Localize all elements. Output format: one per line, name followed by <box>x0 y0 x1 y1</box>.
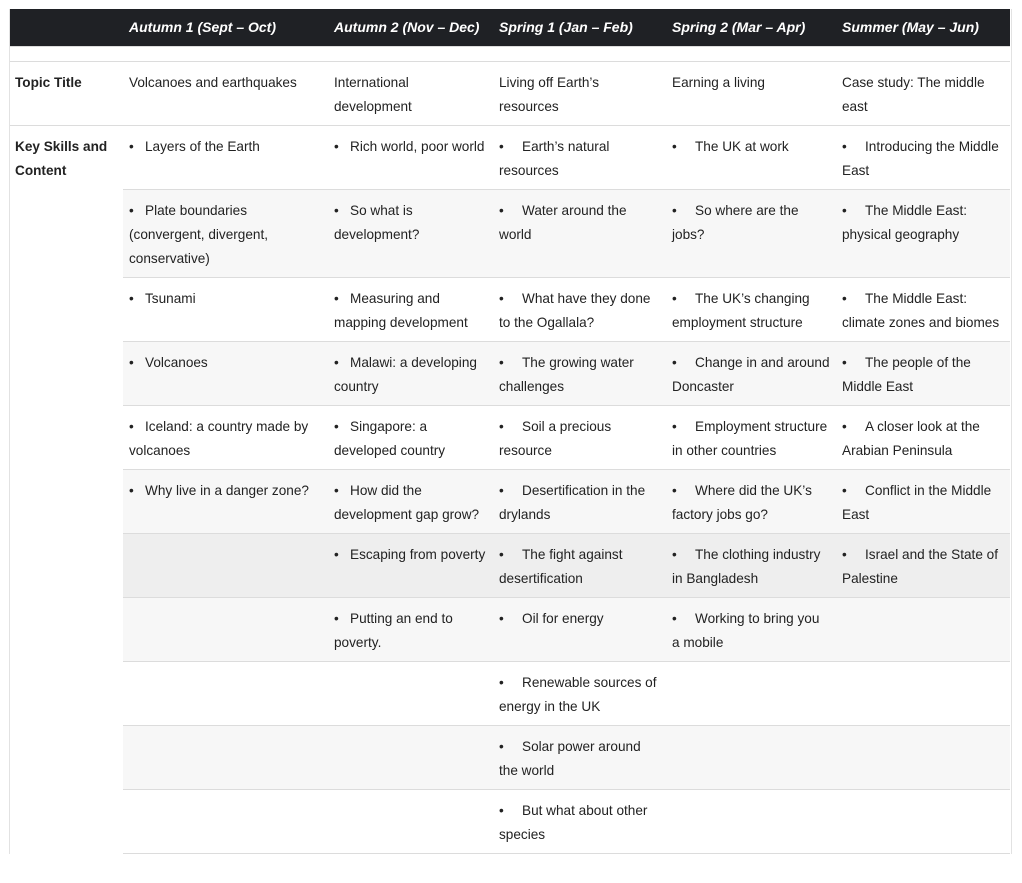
key-skill-cell-spring-2 <box>666 725 836 789</box>
key-skill-text: Soil a precious resource <box>499 418 612 458</box>
key-skills-row <box>9 661 1010 725</box>
key-skills-row <box>9 341 1010 405</box>
key-skill-text: What have they done to the Ogallala? <box>499 290 651 330</box>
bullet-icon: • <box>334 202 339 218</box>
key-skills-row <box>9 405 1010 469</box>
key-skill-cell-spring-1 <box>493 277 666 341</box>
key-skill-text: Solar power around the world <box>499 738 641 778</box>
curriculum-table-wrapper <box>9 9 1011 854</box>
bullet-icon: • <box>672 546 677 562</box>
bullet-icon: • <box>842 290 847 306</box>
curriculum-table <box>9 9 1010 854</box>
topic-spring-2: Earning a living <box>666 61 836 125</box>
bullet-icon: • <box>499 610 504 626</box>
topic-title-row <box>9 61 1010 125</box>
key-skill-text: So what is development? <box>334 202 420 242</box>
key-skill-cell-autumn-2 <box>328 189 493 277</box>
bullet-icon: • <box>842 418 847 434</box>
bullet-icon: • <box>672 482 677 498</box>
key-skill-cell-autumn-2 <box>328 469 493 533</box>
bullet-icon: • <box>499 546 504 562</box>
key-skill-text: Earth’s natural resources <box>499 138 610 178</box>
bullet-icon: • <box>499 354 504 370</box>
key-skill-cell-spring-2 <box>666 341 836 405</box>
topic-autumn-2: International development <box>328 61 493 125</box>
bullet-icon: • <box>672 202 677 218</box>
key-skill-cell-autumn-2 <box>328 597 493 661</box>
key-skill-cell-summer <box>836 405 1010 469</box>
key-skill-text: Renewable sources of energy in the UK <box>499 674 657 714</box>
key-skill-cell-autumn-1 <box>123 789 328 853</box>
key-skill-text: The people of the Middle East <box>842 354 971 394</box>
key-skill-cell-spring-2 <box>666 469 836 533</box>
key-skill-cell-summer <box>836 789 1010 853</box>
key-skill-text: Introducing the Middle East <box>842 138 999 178</box>
bullet-icon: • <box>129 202 134 218</box>
table-header <box>9 9 1010 46</box>
bullet-icon: • <box>842 354 847 370</box>
key-skill-text: Israel and the State of Palestine <box>842 546 999 586</box>
key-skill-text: Why live in a danger zone? <box>145 482 309 498</box>
key-skill-cell-autumn-2 <box>328 533 493 597</box>
key-skill-cell-autumn-1 <box>123 533 328 597</box>
bullet-icon: • <box>334 354 339 370</box>
bullet-icon: • <box>672 354 677 370</box>
key-skill-cell-autumn-2 <box>328 725 493 789</box>
key-skill-text: Malawi: a developing country <box>334 354 477 394</box>
key-skill-text: Plate boundaries (convergent, divergent, conservative) <box>129 202 269 266</box>
bullet-icon: • <box>842 202 847 218</box>
key-skill-cell-spring-2 <box>666 661 836 725</box>
key-skill-text: Where did the UK’s factory jobs go? <box>672 482 812 522</box>
key-skill-text: Oil for energy <box>522 610 604 626</box>
bullet-icon: • <box>672 290 677 306</box>
key-skill-cell-spring-1 <box>493 725 666 789</box>
spacer-row <box>9 46 1010 61</box>
key-skill-cell-spring-1 <box>493 341 666 405</box>
header-summer: Summer (May – Jun) <box>842 19 979 36</box>
key-skill-text: The Middle East: physical geography <box>842 202 967 242</box>
bullet-icon: • <box>334 418 339 434</box>
header-autumn-1: Autumn 1 (Sept – Oct) <box>129 19 277 36</box>
key-skills-row <box>9 789 1010 853</box>
bullet-icon: • <box>499 482 504 498</box>
key-skill-cell-spring-1 <box>493 533 666 597</box>
key-skill-cell-spring-1 <box>493 125 666 189</box>
header-corner <box>9 9 123 46</box>
bullet-icon: • <box>672 138 677 154</box>
table-body <box>9 46 1010 853</box>
key-skill-text: Employment structure in other countries <box>672 418 828 458</box>
key-skill-cell-spring-2 <box>666 277 836 341</box>
key-skill-cell-summer <box>836 341 1010 405</box>
key-skill-cell-summer <box>836 469 1010 533</box>
bullet-icon: • <box>129 354 134 370</box>
key-skill-cell-autumn-2 <box>328 661 493 725</box>
bullet-icon: • <box>499 674 504 690</box>
key-skill-cell-summer <box>836 597 1010 661</box>
key-skill-cell-summer <box>836 189 1010 277</box>
key-skill-cell-summer <box>836 277 1010 341</box>
bullet-icon: • <box>842 138 847 154</box>
key-skill-cell-spring-2 <box>666 405 836 469</box>
bullet-icon: • <box>129 482 134 498</box>
bullet-icon: • <box>499 418 504 434</box>
key-skill-cell-autumn-1 <box>123 469 328 533</box>
key-skill-cell-autumn-1 <box>123 725 328 789</box>
key-skill-cell-spring-2 <box>666 789 836 853</box>
bullet-icon: • <box>499 202 504 218</box>
key-skills-row <box>9 597 1010 661</box>
key-skill-text: Measuring and mapping development <box>334 290 468 330</box>
key-skill-cell-spring-1 <box>493 469 666 533</box>
key-skill-cell-summer <box>836 533 1010 597</box>
key-skill-cell-spring-1 <box>493 661 666 725</box>
bullet-icon: • <box>334 482 339 498</box>
topic-title-label: Topic Title <box>9 61 123 125</box>
key-skill-cell-spring-1 <box>493 189 666 277</box>
key-skill-text: Iceland: a country made by volcanoes <box>129 418 309 458</box>
key-skill-text: Working to bring you a mobile <box>672 610 820 650</box>
key-skill-cell-autumn-2 <box>328 125 493 189</box>
key-skills-row <box>9 277 1010 341</box>
key-skill-text: Volcanoes <box>145 354 208 370</box>
bullet-icon: • <box>499 290 504 306</box>
key-skill-text: The growing water challenges <box>499 354 634 394</box>
key-skill-cell-spring-2 <box>666 189 836 277</box>
key-skill-text: How did the development gap grow? <box>334 482 480 522</box>
key-skill-cell-spring-2 <box>666 125 836 189</box>
key-skill-cell-summer <box>836 125 1010 189</box>
key-skill-text: Singapore: a developed country <box>334 418 446 458</box>
key-skill-cell-autumn-1 <box>123 661 328 725</box>
key-skills-row <box>9 189 1010 277</box>
bullet-icon: • <box>842 482 847 498</box>
key-skill-text: The clothing industry in Bangladesh <box>672 546 821 586</box>
bullet-icon: • <box>334 290 339 306</box>
bullet-icon: • <box>129 290 134 306</box>
bullet-icon: • <box>499 138 504 154</box>
key-skill-text: Rich world, poor world <box>350 138 485 154</box>
header-row <box>9 9 1010 46</box>
key-skills-row <box>9 533 1010 597</box>
key-skill-cell-spring-1 <box>493 405 666 469</box>
key-skill-cell-summer <box>836 725 1010 789</box>
bullet-icon: • <box>334 546 339 562</box>
key-skill-text: The fight against desertification <box>499 546 623 586</box>
key-skill-text: Escaping from poverty <box>350 546 486 562</box>
header-spring-2: Spring 2 (Mar – Apr) <box>672 19 806 36</box>
key-skill-cell-autumn-2 <box>328 341 493 405</box>
key-skills-row <box>9 125 1010 189</box>
key-skill-cell-autumn-1 <box>123 341 328 405</box>
key-skill-cell-autumn-2 <box>328 277 493 341</box>
bullet-icon: • <box>129 138 134 154</box>
bullet-icon: • <box>499 738 504 754</box>
key-skill-cell-spring-1 <box>493 789 666 853</box>
key-skill-cell-autumn-1 <box>123 277 328 341</box>
key-skill-cell-autumn-2 <box>328 405 493 469</box>
key-skill-cell-spring-2 <box>666 533 836 597</box>
key-skill-text: Desertification in the drylands <box>499 482 646 522</box>
key-skill-cell-autumn-1 <box>123 597 328 661</box>
key-skill-cell-spring-1 <box>493 597 666 661</box>
topic-summer: Case study: The middle east <box>836 61 1010 125</box>
header-autumn-2: Autumn 2 (Nov – Dec) <box>334 19 480 36</box>
bullet-icon: • <box>842 546 847 562</box>
key-skill-text: But what about other species <box>499 802 648 842</box>
bullet-icon: • <box>334 610 339 626</box>
key-skill-text: The UK’s changing employment structure <box>672 290 810 330</box>
bullet-icon: • <box>129 418 134 434</box>
key-skill-text: The UK at work <box>695 138 789 154</box>
key-skill-cell-summer <box>836 661 1010 725</box>
header-spring-1: Spring 1 (Jan – Feb) <box>499 19 633 36</box>
key-skill-text: Putting an end to poverty. <box>334 610 453 650</box>
bullet-icon: • <box>499 802 504 818</box>
key-skill-text: So where are the jobs? <box>672 202 799 242</box>
key-skills-row <box>9 469 1010 533</box>
key-skill-text: Tsunami <box>145 290 196 306</box>
key-skill-cell-spring-2 <box>666 597 836 661</box>
key-skills-label: Key Skills and Content <box>9 125 123 853</box>
bullet-icon: • <box>672 418 677 434</box>
key-skill-text: Change in and around Doncaster <box>672 354 830 394</box>
key-skill-text: The Middle East: climate zones and biomes <box>842 290 1000 330</box>
key-skill-text: Layers of the Earth <box>145 138 260 154</box>
key-skill-cell-autumn-1 <box>123 405 328 469</box>
key-skill-cell-autumn-2 <box>328 789 493 853</box>
bullet-icon: • <box>672 610 677 626</box>
key-skill-text: A closer look at the Arabian Peninsula <box>842 418 980 458</box>
key-skill-text: Water around the world <box>499 202 627 242</box>
topic-autumn-1: Volcanoes and earthquakes <box>123 61 328 125</box>
key-skill-cell-autumn-1 <box>123 125 328 189</box>
key-skills-row <box>9 725 1010 789</box>
key-skill-cell-autumn-1 <box>123 189 328 277</box>
bullet-icon: • <box>334 138 339 154</box>
topic-spring-1: Living off Earth’s resources <box>493 61 666 125</box>
key-skill-text: Conflict in the Middle East <box>842 482 992 522</box>
